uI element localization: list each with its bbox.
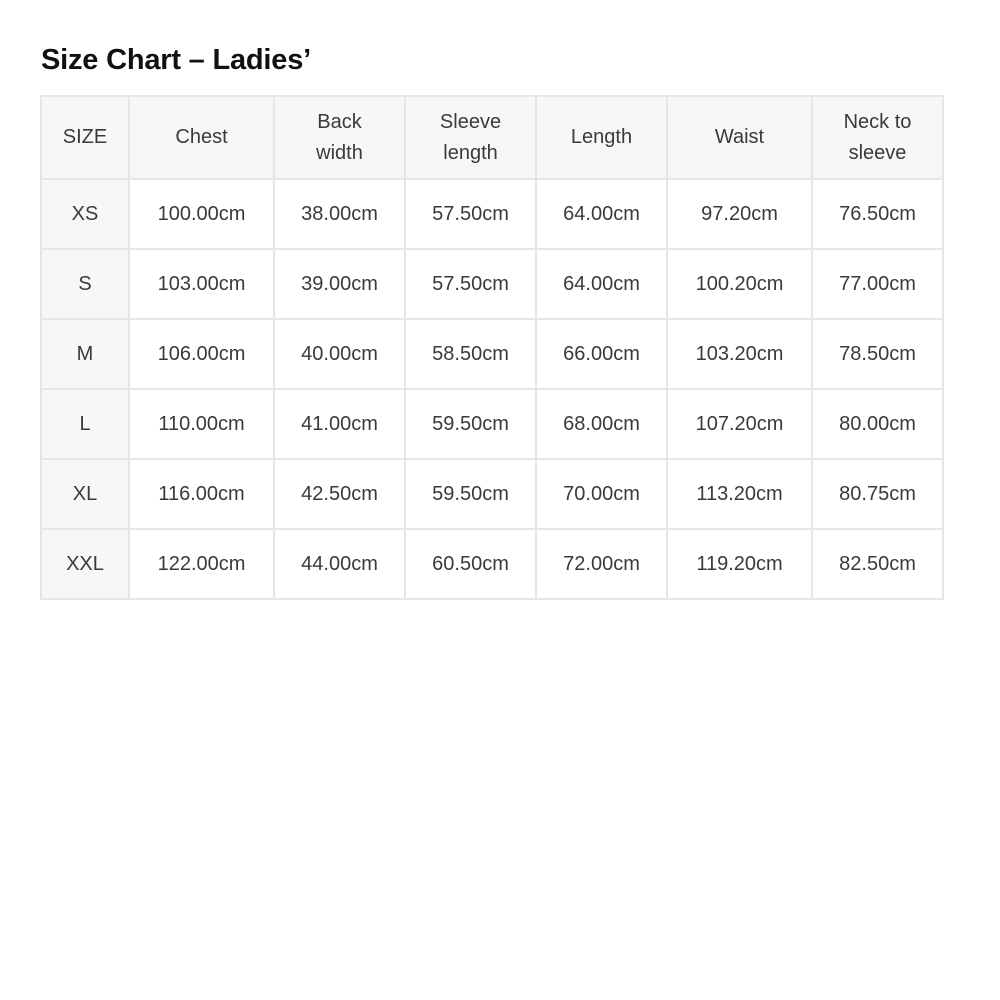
length-cell: 68.00cm (536, 389, 667, 459)
back-width-cell: 38.00cm (274, 179, 405, 249)
chest-cell: 106.00cm (129, 319, 274, 389)
chest-cell: 110.00cm (129, 389, 274, 459)
size-chart-table (40, 95, 944, 600)
header-label: length (443, 141, 498, 164)
length-cell: 66.00cm (536, 319, 667, 389)
header-label: Chest (175, 126, 228, 148)
header-label: width (316, 141, 363, 164)
column-header-waist (667, 96, 812, 179)
header-label: sleeve (848, 141, 907, 164)
column-header-size (41, 96, 129, 179)
neck-to-sleeve-cell: 80.00cm (812, 389, 943, 459)
column-header-back-width (274, 96, 405, 179)
size-cell: XXL (41, 529, 129, 599)
neck-to-sleeve-cell: 82.50cm (812, 529, 943, 599)
size-cell: L (41, 389, 129, 459)
sleeve-length-cell: 58.50cm (405, 319, 536, 389)
sleeve-length-cell: 60.50cm (405, 529, 536, 599)
back-width-cell: 42.50cm (274, 459, 405, 529)
header-label: SIZE (62, 126, 108, 148)
chest-cell: 122.00cm (129, 529, 274, 599)
chest-cell: 100.00cm (129, 179, 274, 249)
waist-cell: 113.20cm (667, 459, 812, 529)
column-header-neck-to-sleeve (812, 96, 943, 179)
neck-to-sleeve-cell: 78.50cm (812, 319, 943, 389)
page-title: Size Chart – Ladies’ (41, 44, 311, 76)
back-width-cell: 39.00cm (274, 249, 405, 319)
waist-cell: 103.20cm (667, 319, 812, 389)
waist-cell: 100.20cm (667, 249, 812, 319)
chest-cell: 116.00cm (129, 459, 274, 529)
header-label: Back (317, 110, 362, 133)
size-cell: XS (41, 179, 129, 249)
waist-cell: 107.20cm (667, 389, 812, 459)
table-row (41, 459, 943, 529)
column-header-sleeve-length (405, 96, 536, 179)
table-row (41, 319, 943, 389)
table-row (41, 249, 943, 319)
column-header-chest (129, 96, 274, 179)
waist-cell: 119.20cm (667, 529, 812, 599)
column-header-length (536, 96, 667, 179)
neck-to-sleeve-cell: 76.50cm (812, 179, 943, 249)
back-width-cell: 40.00cm (274, 319, 405, 389)
header-label: Sleeve (439, 110, 502, 133)
length-cell: 70.00cm (536, 459, 667, 529)
size-cell: XL (41, 459, 129, 529)
header-label: Length (570, 126, 633, 148)
back-width-cell: 41.00cm (274, 389, 405, 459)
table-row (41, 389, 943, 459)
length-cell: 64.00cm (536, 179, 667, 249)
neck-to-sleeve-cell: 77.00cm (812, 249, 943, 319)
sleeve-length-cell: 57.50cm (405, 179, 536, 249)
sleeve-length-cell: 59.50cm (405, 459, 536, 529)
length-cell: 64.00cm (536, 249, 667, 319)
sleeve-length-cell: 57.50cm (405, 249, 536, 319)
table-row (41, 179, 943, 249)
header-label: Neck to (843, 110, 912, 133)
neck-to-sleeve-cell: 80.75cm (812, 459, 943, 529)
waist-cell: 97.20cm (667, 179, 812, 249)
size-cell: S (41, 249, 129, 319)
table-row (41, 529, 943, 599)
table-header-row (41, 96, 943, 179)
size-cell: M (41, 319, 129, 389)
sleeve-length-cell: 59.50cm (405, 389, 536, 459)
length-cell: 72.00cm (536, 529, 667, 599)
chest-cell: 103.00cm (129, 249, 274, 319)
header-label: Waist (714, 126, 765, 148)
back-width-cell: 44.00cm (274, 529, 405, 599)
